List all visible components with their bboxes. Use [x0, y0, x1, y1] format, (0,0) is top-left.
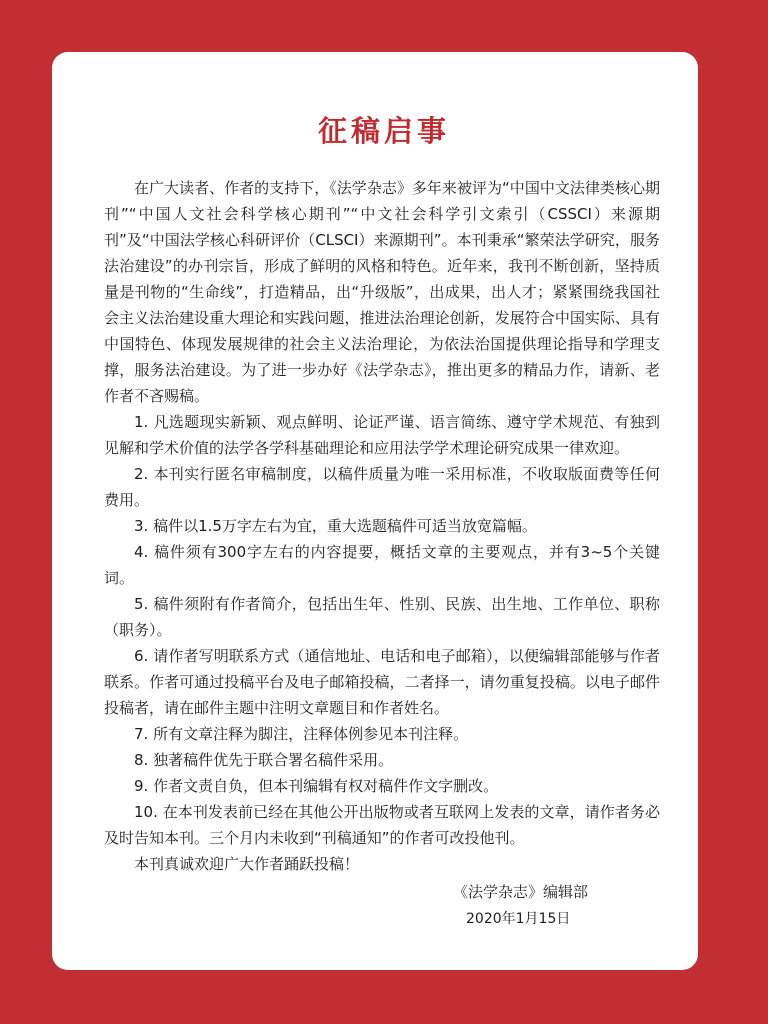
notice-title: 征稿启事 — [317, 114, 450, 148]
item-2: 2. 本刊实行匿名审稿制度，以稿件质量为唯一采用标准，不收取版面费等任何费用。 — [104, 465, 660, 509]
item-3: 3. 稿件以1.5万字左右为宜，重大选题稿件可适当放宽篇幅。 — [134, 517, 537, 535]
signature-department: 《法学杂志》编辑部 — [453, 883, 589, 901]
signature-date: 2020年1月15日 — [466, 911, 571, 927]
item-7: 7. 所有文章注释为脚注，注释体例参见本刊注释。 — [134, 725, 469, 743]
intro-paragraph: 在广大读者、作者的支持下，《法学杂志》多年来被评为“中国中文法律类核心期刊”“中国人文社会科学核心期刊”“中文社会科学引文索引（CSSCI）来源期刊”及“中国法学核心科研评价（CLSCI）来源期刊”。本刊秉承“繁荣法学研究，服务法治建设”的办刊宗旨，形成了鲜明的风格和特色。近年来，我刊不断创新，坚持质量是刊物的“生命线”，打造精品，出“升级版”，出成果，出人才；紧紧围绕我国社会主义法治建设重大理论和实践问题，推进法治理论创新，发展符合中国实际、具有中国特色、体现发展规律的社会主义法治理论，为依法治国提供理论指导和学理支撑，服务法治建设。为了进一步办好《法学杂志》，推出更多的精品力作，请新、老作者不吝赐稿。 — [104, 179, 660, 405]
item-9: 9. 作者文责自负，但本刊编辑有权对稿件作文字删改。 — [134, 777, 499, 795]
item-5: 5. 稿件须附有作者简介，包括出生年、性别、民族、出生地、工作单位、职称（职务）。 — [104, 595, 660, 639]
item-6: 6. 请作者写明联系方式（通信地址、电话和电子邮箱），以便编辑部能够与作者联系。作者可通过投稿平台及电子邮箱投稿，二者择一，请勿重复投稿。以电子邮件投稿者，请在邮件主题中注明文章题目和作者姓名。 — [104, 647, 660, 717]
notice-body — [104, 175, 660, 877]
item-10: 10. 在本刊发表前已经在其他公开出版物或者互联网上发表的文章，请作者务必及时告知本刊。三个月内未收到“刊稿通知”的作者可改投他刊。 — [104, 803, 660, 847]
closing-line: 本刊真诚欢迎广大作者踊跃投稿！ — [134, 855, 360, 873]
item-4: 4. 稿件须有300字左右的内容提要，概括文章的主要观点，并有3~5个关键词。 — [104, 543, 660, 587]
item-8: 8. 独著稿件优先于联合署名稿件采用。 — [134, 751, 394, 769]
item-1: 1. 凡选题现实新颖、观点鲜明、论证严谨、语言简练、遵守学术规范、有独到见解和学术价值的法学各学科基础理论和应用法学学术理论研究成果一律欢迎。 — [104, 413, 660, 457]
